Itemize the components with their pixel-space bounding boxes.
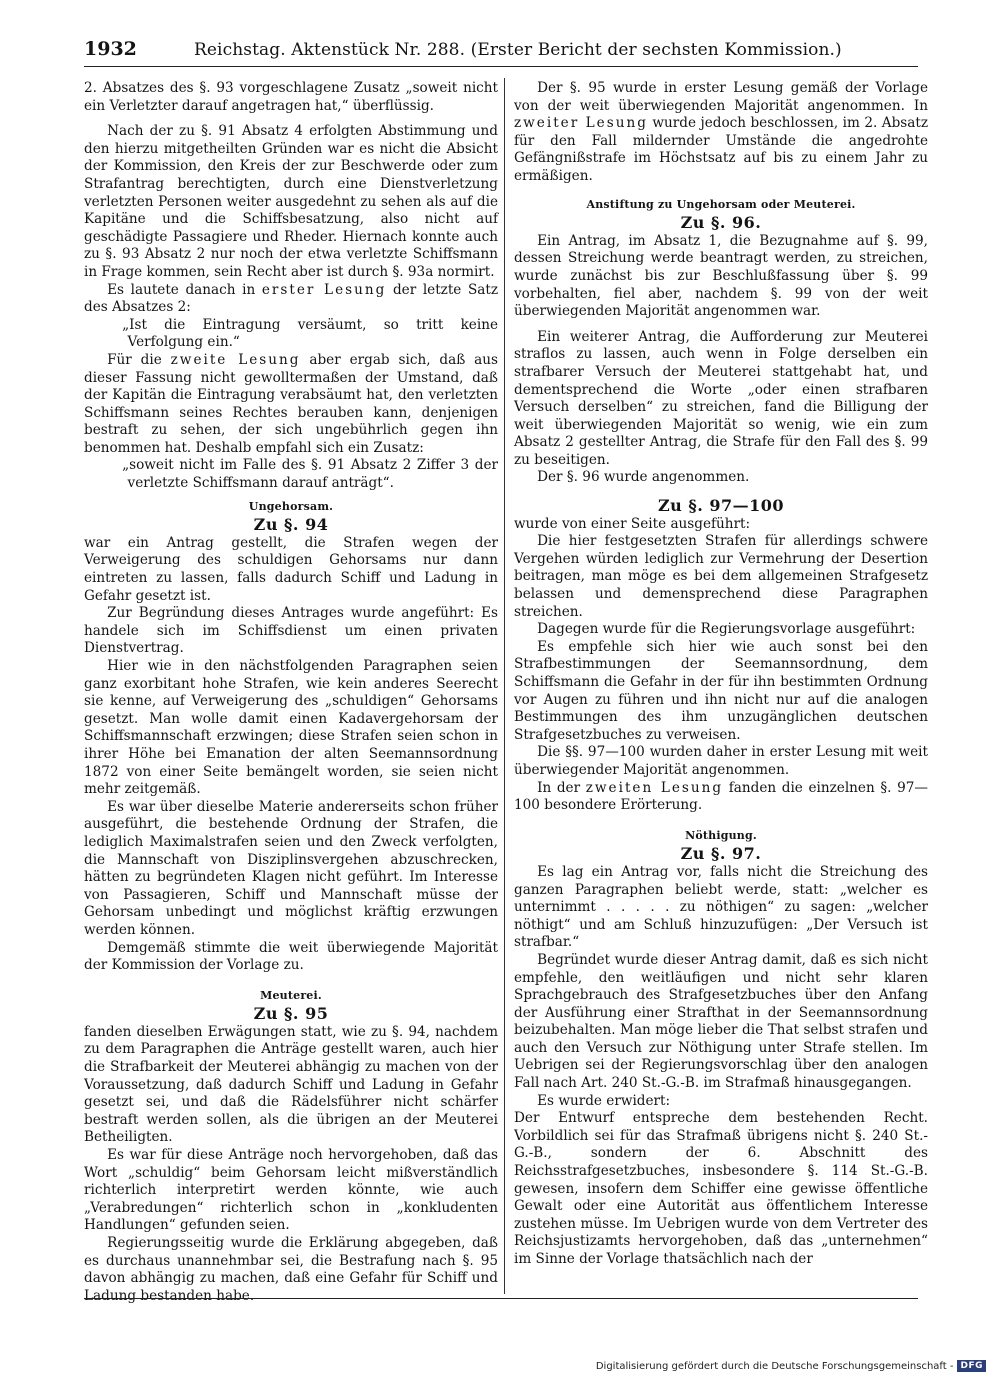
paragraph: Regierungsseitig wurde die Erklärung abgegeben, daß es durchaus unannehmbar sei, die Bestrafung nach §. 95 davon abhängig zu machen, daß eine Gefahr für Schiff und Ladung bestanden habe. [84,1235,498,1304]
paragraph: Dagegen wurde für die Regierungsvorlage ausgeführt: [537,621,916,638]
paragraph: fanden dieselben Erwägungen statt, wie zu §. 94, nachdem zu dem Paragraphen die Anträge gestellt waren, auch hier die Strafbarkeit der Meuterei abhängig zu machen von der Voraussetzung, daß dadurch Schiff und Ladung in Gefahr gesetzt sei, und daß die Rädelsführer nicht schärfer bestraft werden sollen, als die übrigen an der Meuterei Betheiligten. [84,1023,498,1146]
paragraph: Die §§. 97—100 wurden daher in erster Lesung mit weit überwiegender Majorität angenommen. [514,744,928,778]
section-heading: Zu §. 95 [253,1004,329,1024]
paragraph: Es lautete danach in erster Lesung der letzte Satz des Absatzes 2: [84,281,499,316]
quotation: „Ist die Eintragung versäumt, so tritt keine Verfolgung ein.“ [122,316,498,351]
paragraph: In der zweiten Lesung fanden die einzelnen §. 97—100 besondere Erörterung. [514,779,928,814]
paragraph: Ein weiterer Antrag, die Aufforderung zur Meuterei straflos zu lassen, auch wenn in Folge derselben ein strafbarer Versuch der Meuterei stattgehabt hat, und dementsprechend die Worte „oder einen strafbaren Versuch derselben“ zu streichen, fand die Billigung der weit überwiegenden Majorität so wenig, wie ein zum Absatz 2 gestellter Antrag, die Strafe für den Fall des §. 99 zu beseitigen. [514,328,928,468]
section-subheading: Nöthigung. [685,828,757,842]
section-heading: Zu §. 97—100 [657,496,785,516]
emphasis: zweiten Lesung [585,779,724,796]
emphasis: erster Lesung [261,281,387,298]
paragraph: Es lag ein Antrag vor, falls nicht die Streichung des ganzen Paragraphen beliebt werde, statt: „welcher es unternimmt . . . . . zu nöthigen“ zu sagen: „welcher nöthigt“ und am Schluß hinzuzufügen: „Der Versuch ist strafbar.“ [514,863,928,951]
paragraph: Begründet wurde dieser Antrag damit, daß es sich nicht empfehle, den weitläufigen und nicht sehr klaren Sprachgebrauch des Strafgesetzbuches über den Anfang der Ausführung einer Strafthat in der Seemannsordnung beizubehalten. Man möge lieber die That selbst strafen und auch den Versuch zur Nöthigung unter Strafe stellen. Im Uebrigen sei der Regierungsvorschlag über den analogen Fall nach Art. 240 St.-G.-B. im Strafmaß hinausgegangen. [514,951,928,1092]
section-heading: Zu §. 96. [680,213,762,233]
paragraph: Zur Begründung dieses Antrages wurde angeführt: Es handele sich im Schiffsdienst um einen privaten Dienstvertrag. [84,605,498,657]
section-heading: Zu §. 94 [253,515,329,535]
paragraph: Ein Antrag, im Absatz 1, die Bezugnahme auf §. 99, dessen Streichung werde beantragt werden, zu streichen, wurde zunächst bis zur Beschlußfassung über §. 99 vorbehalten, fiel aber, nachdem §. 99 von der weit überwiegenden Majorität angenommen war. [514,232,928,320]
column-divider [504,78,505,1294]
header-rule [84,66,918,67]
running-title: Reichstag. Aktenstück Nr. 288. (Erster Bericht der sechsten Kommission.) [194,40,842,60]
paragraph: Der Entwurf entspreche dem bestehenden Recht. Vorbildlich sei für das Strafmaß übrigens nicht §. 240 St.-G.-B., sondern der 6. Abschnitt des Reichsstrafgesetzbuches, insbesondere §. 114 St.-G.-B. gewesen, insofern dem Schiffer eine gewisse öffentliche Gewalt oder eine Autorität aus öffentlichem Interesse zustehen müsse. Im Uebrigen wurde von dem Vertreter des Reichsjustizamts hervorgehoben, daß das „unternehmen“ im Sinne der Vorlage thatsächlich nach der [514,1110,928,1267]
paragraph: 2. Absatzes des §. 93 vorgeschlagene Zusatz „soweit nicht ein Verletzter darauf angetragen hat,“ überflüssig. [84,80,498,114]
paragraph: Für die zweite Lesung aber ergab sich, daß aus dieser Fassung nicht gewolltermaßen der Umstand, daß der Kapitän die Eintragung verabsäumt hat, den verletzten Schiffsmann seines Rechtes berauben kann, denjenigen bestraft zu sehen, der sich ungebührlich gegen ihn benommen hat. Deshalb empfahl sich ein Zusatz: [84,351,498,456]
digitization-credit [596,1360,986,1372]
right-column [514,80,928,1269]
page-number: 1932 [84,38,137,60]
paragraph: Die hier festgesetzten Strafen für allerdings schwere Vergehen würden lediglich zur Vermehrung der Desertion beitragen, man möge es bei dem allgemeinen Strafgesetz belassen und demensprechend diese Paragraphen streichen. [514,533,928,620]
section-heading: Zu §. 97. [680,844,762,864]
paragraph: Der §. 95 wurde in erster Lesung gemäß der Vorlage von der weit überwiegenden Majorität angenommen. In zweiter Lesung wurde jedoch beschlossen, im 2. Absatz für den Fall mildernder Umstände die angedrohte Gefängnißstrafe im Höchstsatz auf bis zu einem Jahr zu ermäßigen. [514,80,928,184]
paragraph: Demgemäß stimmte die weit überwiegende Majorität der Kommission der Vorlage zu. [84,939,498,974]
left-column [84,80,498,1305]
paragraph: Es war für diese Anträge noch hervorgehoben, daß das Wort „schuldig“ beim Gehorsam leicht mißverständlich richterlich interpretirt werden könnte, wie auch „Verabredungen“ richterlich schon in „konkludenten Handlungen“ gefunden seien. [84,1147,498,1234]
paragraph: Es war über dieselbe Materie andererseits schon früher ausgeführt, die bestehende Ordnung der Strafen, die lediglich Maximalstrafen seien und den Zweck verfolgten, die Mannschaft von Disziplinsvergehen abzuschrecken, hätten zu begründeten Klagen nicht geführt. Im Interesse von Passagieren, Schiff und Mannschaft müsse der Gehorsam unbedingt und möglichst kräftig erzwungen werden können. [84,798,498,938]
credit-text: Digitalisierung gefördert durch die Deutsche Forschungsgemeinschaft - [595,1360,954,1372]
paragraph: Nach der zu §. 91 Absatz 4 erfolgten Abstimmung und den hierzu mitgetheilten Gründen war es nicht die Absicht der Kommission, den Kreis der zur Beschwerde oder zum Strafantrag berechtigten, durch eine Dienstverletzung verletzten Personen weiter ausgedehnt zu sehen als auf die Kapitäne und die Schiffsbesatzung, also nicht auf geschädigte Passagiere und Rheder. Hiernach konnte auch zu §. 93 Absatz 2 nur noch der etwa verletzte Schiffsmann in Frage kommen, sein Recht aber ist durch §. 93a normirt. [84,123,498,280]
quotation: „soweit nicht im Falle des §. 91 Absatz 2 Ziffer 3 der verletzte Schiffsmann darauf anträgt“. [122,457,498,492]
paragraph: wurde von einer Seite ausgeführt: [514,515,751,532]
paragraph: Es empfehle sich hier wie auch sonst bei den Strafbestimmungen der Seemannsordnung, dem Schiffsmann die Gefahr in der für ihn bestimmten Ordnung vor Augen zu führen und ihn nicht nur auf die analogen Bestimmungen des ihm unzugänglichen deutschen Strafgesetzbuches zu verweisen. [514,638,928,743]
section-subheading: Meuterei. [260,988,322,1002]
paragraph: Hier wie in den nächstfolgenden Paragraphen seien ganz exorbitant hohe Strafen, wie kein anderes Seerecht sie kenne, auf Verweigerung des „schuldigen“ Gehorsams gesetzt. Man wolle damit einen Kadavergehorsam der Schiffsmannschaft erzwingen; diese Strafen seien schon in ihrer Höhe bei Emanation der alten Seemannsordnung 1872 von einer Seite bemängelt worden, sie seien nicht mehr zeitgemäß. [84,658,498,798]
paragraph: war ein Antrag gestellt, die Strafen wegen der Verweigerung des schuldigen Gehorsams nur dann eintreten zu lassen, falls dadurch Schiff und Ladung in Gefahr gesetzt ist. [84,534,498,604]
page-header [84,38,914,60]
paragraph: Es wurde erwidert: [537,1092,671,1109]
section-subheading: Ungehorsam. [248,499,334,513]
footer-rule [84,1298,918,1299]
emphasis: zweite Lesung [170,351,301,368]
emphasis: zweiter Lesung [514,115,648,132]
paragraph: Der §. 96 wurde angenommen. [537,469,750,486]
section-subheading: Anstiftung zu Ungehorsam oder Meuterei. [586,197,856,211]
dfg-logo-icon: DFG [957,1360,986,1372]
